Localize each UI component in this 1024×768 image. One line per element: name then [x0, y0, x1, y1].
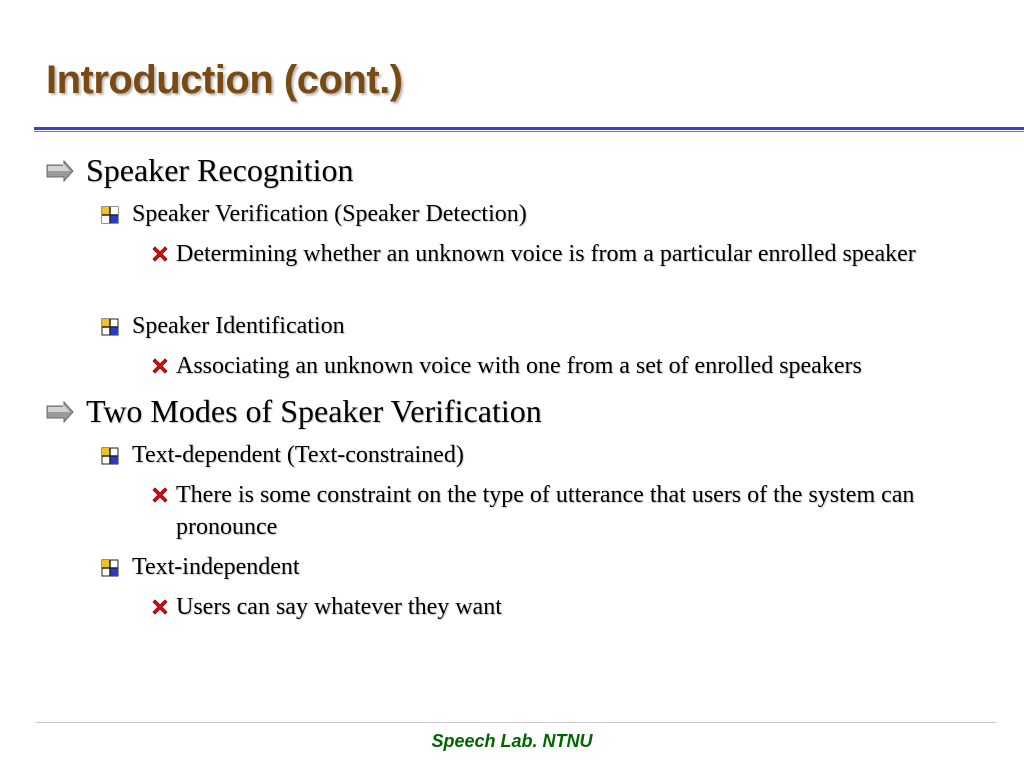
- bullet-text: Associating an unknown voice with one from a set of enrolled speakers: [176, 353, 862, 379]
- cross-bullet-icon: [150, 597, 170, 617]
- cross-bullet-icon: [150, 485, 170, 505]
- bullet-text: There is some constraint on the type of utterance that users of the system can pronounce: [176, 482, 915, 540]
- bullet-text-dependent: [100, 440, 464, 470]
- bullet-text: Speaker Verification (Speaker Detection): [132, 201, 527, 227]
- square-bullet-icon: [100, 205, 120, 225]
- footer-divider: [36, 722, 996, 723]
- square-bullet-icon: [100, 558, 120, 578]
- bullet-speaker-recognition: [46, 152, 353, 188]
- arrow-bullet-icon: [46, 160, 74, 182]
- square-bullet-icon: [100, 317, 120, 337]
- bullet-verification-detail: [150, 238, 950, 270]
- bullet-text: Text-independent: [132, 554, 300, 580]
- bullet-text: Determining whether an unknown voice is from a particular enrolled speaker: [176, 241, 916, 267]
- cross-bullet-icon: [150, 244, 170, 264]
- square-bullet-icon: [100, 446, 120, 466]
- bullet-speaker-identification: [100, 311, 345, 341]
- cross-bullet-icon: [150, 356, 170, 376]
- bullet-text: Speaker Identification: [132, 313, 345, 339]
- bullet-identification-detail: [150, 350, 970, 382]
- title-underline: [34, 127, 1024, 133]
- arrow-bullet-icon: [46, 401, 74, 423]
- bullet-text: Users can say whatever they want: [176, 594, 502, 620]
- bullet-speaker-verification: [100, 199, 527, 229]
- slide-title: Introduction (cont.): [46, 58, 403, 102]
- bullet-text-dependent-detail: [150, 479, 970, 543]
- bullet-two-modes: [46, 393, 542, 429]
- bullet-text-independent: [100, 552, 300, 582]
- bullet-text: Text-dependent (Text-constrained): [132, 442, 464, 468]
- bullet-text: Two Modes of Speaker Verification: [86, 393, 542, 429]
- bullet-text: Speaker Recognition: [86, 152, 354, 188]
- footer-label: Speech Lab. NTNU: [431, 731, 593, 751]
- bullet-text-independent-detail: [150, 591, 970, 623]
